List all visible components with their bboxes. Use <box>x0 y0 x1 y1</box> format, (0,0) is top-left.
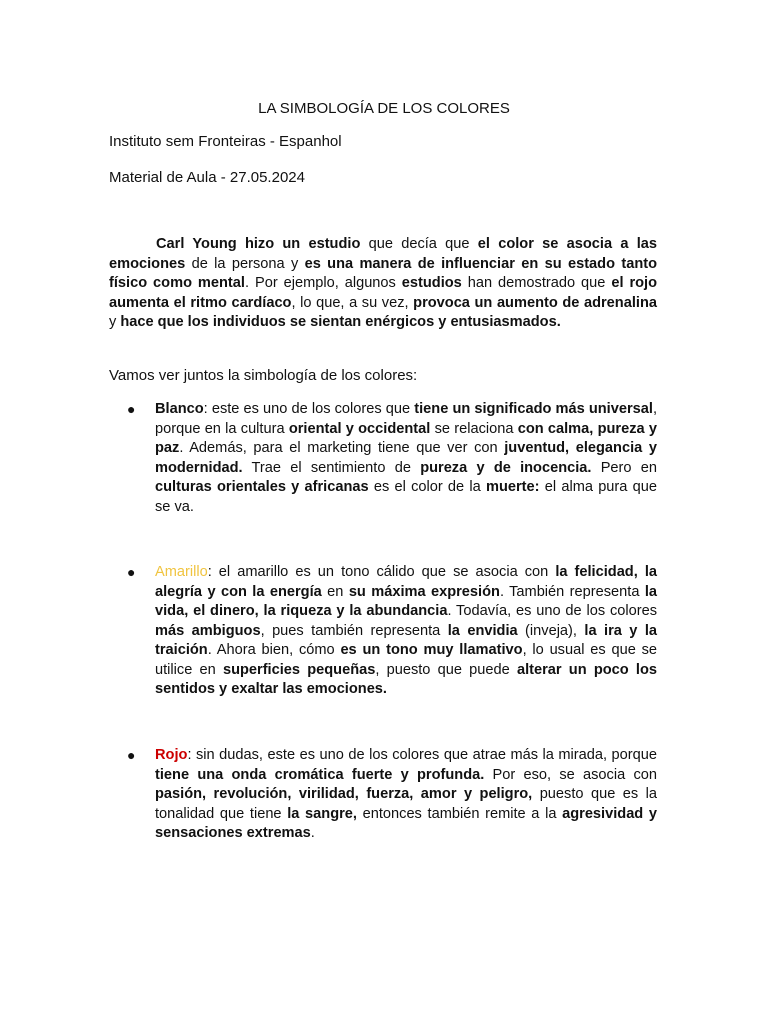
text-run: , lo usual es que se utilice en <box>155 642 658 678</box>
bold-text-run: el rojo aumenta el ritmo cardíaco <box>109 275 658 311</box>
bold-text-run: Rojo <box>155 747 188 763</box>
bold-text-run: oriental y occidental <box>288 420 431 437</box>
list-item-rojo <box>127 746 657 844</box>
text-run: han demostrado que <box>461 275 612 291</box>
text-run: de la persona y <box>185 255 305 272</box>
bold-text-run: estudios <box>401 275 462 291</box>
text-run: . Además, para el marketing tiene que ver con <box>179 440 505 456</box>
lead-sentence: Vamos ver juntos la simbología de los colores: <box>109 367 418 384</box>
list-item-text <box>155 563 657 700</box>
text-run: , puesto que puede <box>375 661 517 678</box>
text-run: se relaciona <box>430 420 518 437</box>
text-run: Amarillo <box>155 564 208 580</box>
bold-text-run: la felicidad, la alegría y con la energía <box>155 564 657 600</box>
text-run: es el color de la <box>368 479 486 495</box>
text-run: . También representa <box>499 583 645 600</box>
text-run: : el amarillo es un tono cálido que se asocia con <box>207 564 556 580</box>
bold-text-run: el color se asocia a las emociones <box>109 236 657 272</box>
material-date-line: Material de Aula - 27.05.2024 <box>109 169 305 186</box>
bold-text-run: la envidia <box>447 622 518 639</box>
text-run: . <box>310 825 315 841</box>
bold-text-run: es una manera de influenciar en su estado tanto físico como mental <box>109 255 658 291</box>
text-run: puesto que es la tonalidad que tiene <box>155 786 657 822</box>
text-run: , pues también representa <box>260 622 448 639</box>
list-item-text <box>155 400 657 517</box>
list-item-text <box>155 746 657 844</box>
bullet-icon: ● <box>127 401 136 417</box>
bold-text-run: más ambiguos <box>155 622 261 639</box>
bold-text-run: hace que los individuos se sientan enérgicos y entusiasmados. <box>120 314 561 330</box>
bold-text-run: juventud, elegancia y modernidad. <box>155 440 657 476</box>
text-run: . Ahora bien, cómo <box>207 642 341 658</box>
text-run: en <box>321 583 349 600</box>
bold-text-run: pasión, revolución, virilidad, fuerza, amor y peligro, <box>155 786 533 802</box>
bold-text-run: culturas orientales y africanas <box>155 479 369 495</box>
bold-text-run: agresividad y sensaciones extremas <box>155 805 657 841</box>
intro-paragraph <box>109 235 657 333</box>
text-run: el alma pura que se va. <box>155 479 657 515</box>
document-title: LA SIMBOLOGÍA DE LOS COLORES <box>258 100 510 117</box>
bold-text-run: con calma, pureza y paz <box>155 420 657 456</box>
text-run: . Todavía, es uno de los colores <box>447 603 657 619</box>
list-item-amarillo <box>127 563 658 700</box>
list-item-blanco <box>127 400 657 517</box>
bold-text-run: es un tono muy llamativo <box>340 642 523 658</box>
text-run: que decía que <box>360 236 478 252</box>
bold-text-run: pureza y de inocencia. <box>420 459 592 476</box>
bold-text-run: muerte: <box>485 479 540 495</box>
bold-text-run: tiene una onda cromática fuerte y profunda. <box>155 766 485 783</box>
text-run: Pero en <box>591 459 657 476</box>
bold-text-run: Carl Young hizo un estudio <box>156 236 361 252</box>
text-run: , porque en la cultura <box>155 401 657 437</box>
text-run: , lo que, a su vez, <box>291 294 414 311</box>
text-run: (inveja), <box>517 622 585 639</box>
text-run: Por eso, se asocia con <box>484 766 657 783</box>
text-run: y <box>109 314 121 330</box>
institution-line: Instituto sem Fronteiras - Espanhol <box>109 133 342 150</box>
text-run: . Por ejemplo, algunos <box>244 275 402 291</box>
text-run: : sin dudas, este es uno de los colores que atrae más la mirada, porque <box>187 747 657 763</box>
bold-text-run: la sangre, <box>287 805 357 822</box>
bold-text-run: superficies pequeñas <box>222 661 376 678</box>
text-run: entonces también remite a la <box>356 805 563 822</box>
bold-text-run: la ira y la traición <box>155 622 658 658</box>
bold-text-run: tiene un significado más universal <box>414 401 653 417</box>
bold-text-run: Blanco <box>155 401 204 417</box>
text-run: : este es uno de los colores que <box>203 401 415 417</box>
text-run: Trae el sentimiento de <box>242 459 421 476</box>
bold-text-run: provoca un aumento de adrenalina <box>413 294 657 311</box>
bullet-icon: ● <box>127 747 136 763</box>
bold-text-run: la vida, el dinero, la riqueza y la abundancia <box>155 583 658 619</box>
bullet-icon: ● <box>127 564 136 580</box>
bold-text-run: su máxima expresión <box>348 583 500 600</box>
bold-text-run: alterar un poco los sentidos y exaltar las emociones. <box>155 661 657 697</box>
